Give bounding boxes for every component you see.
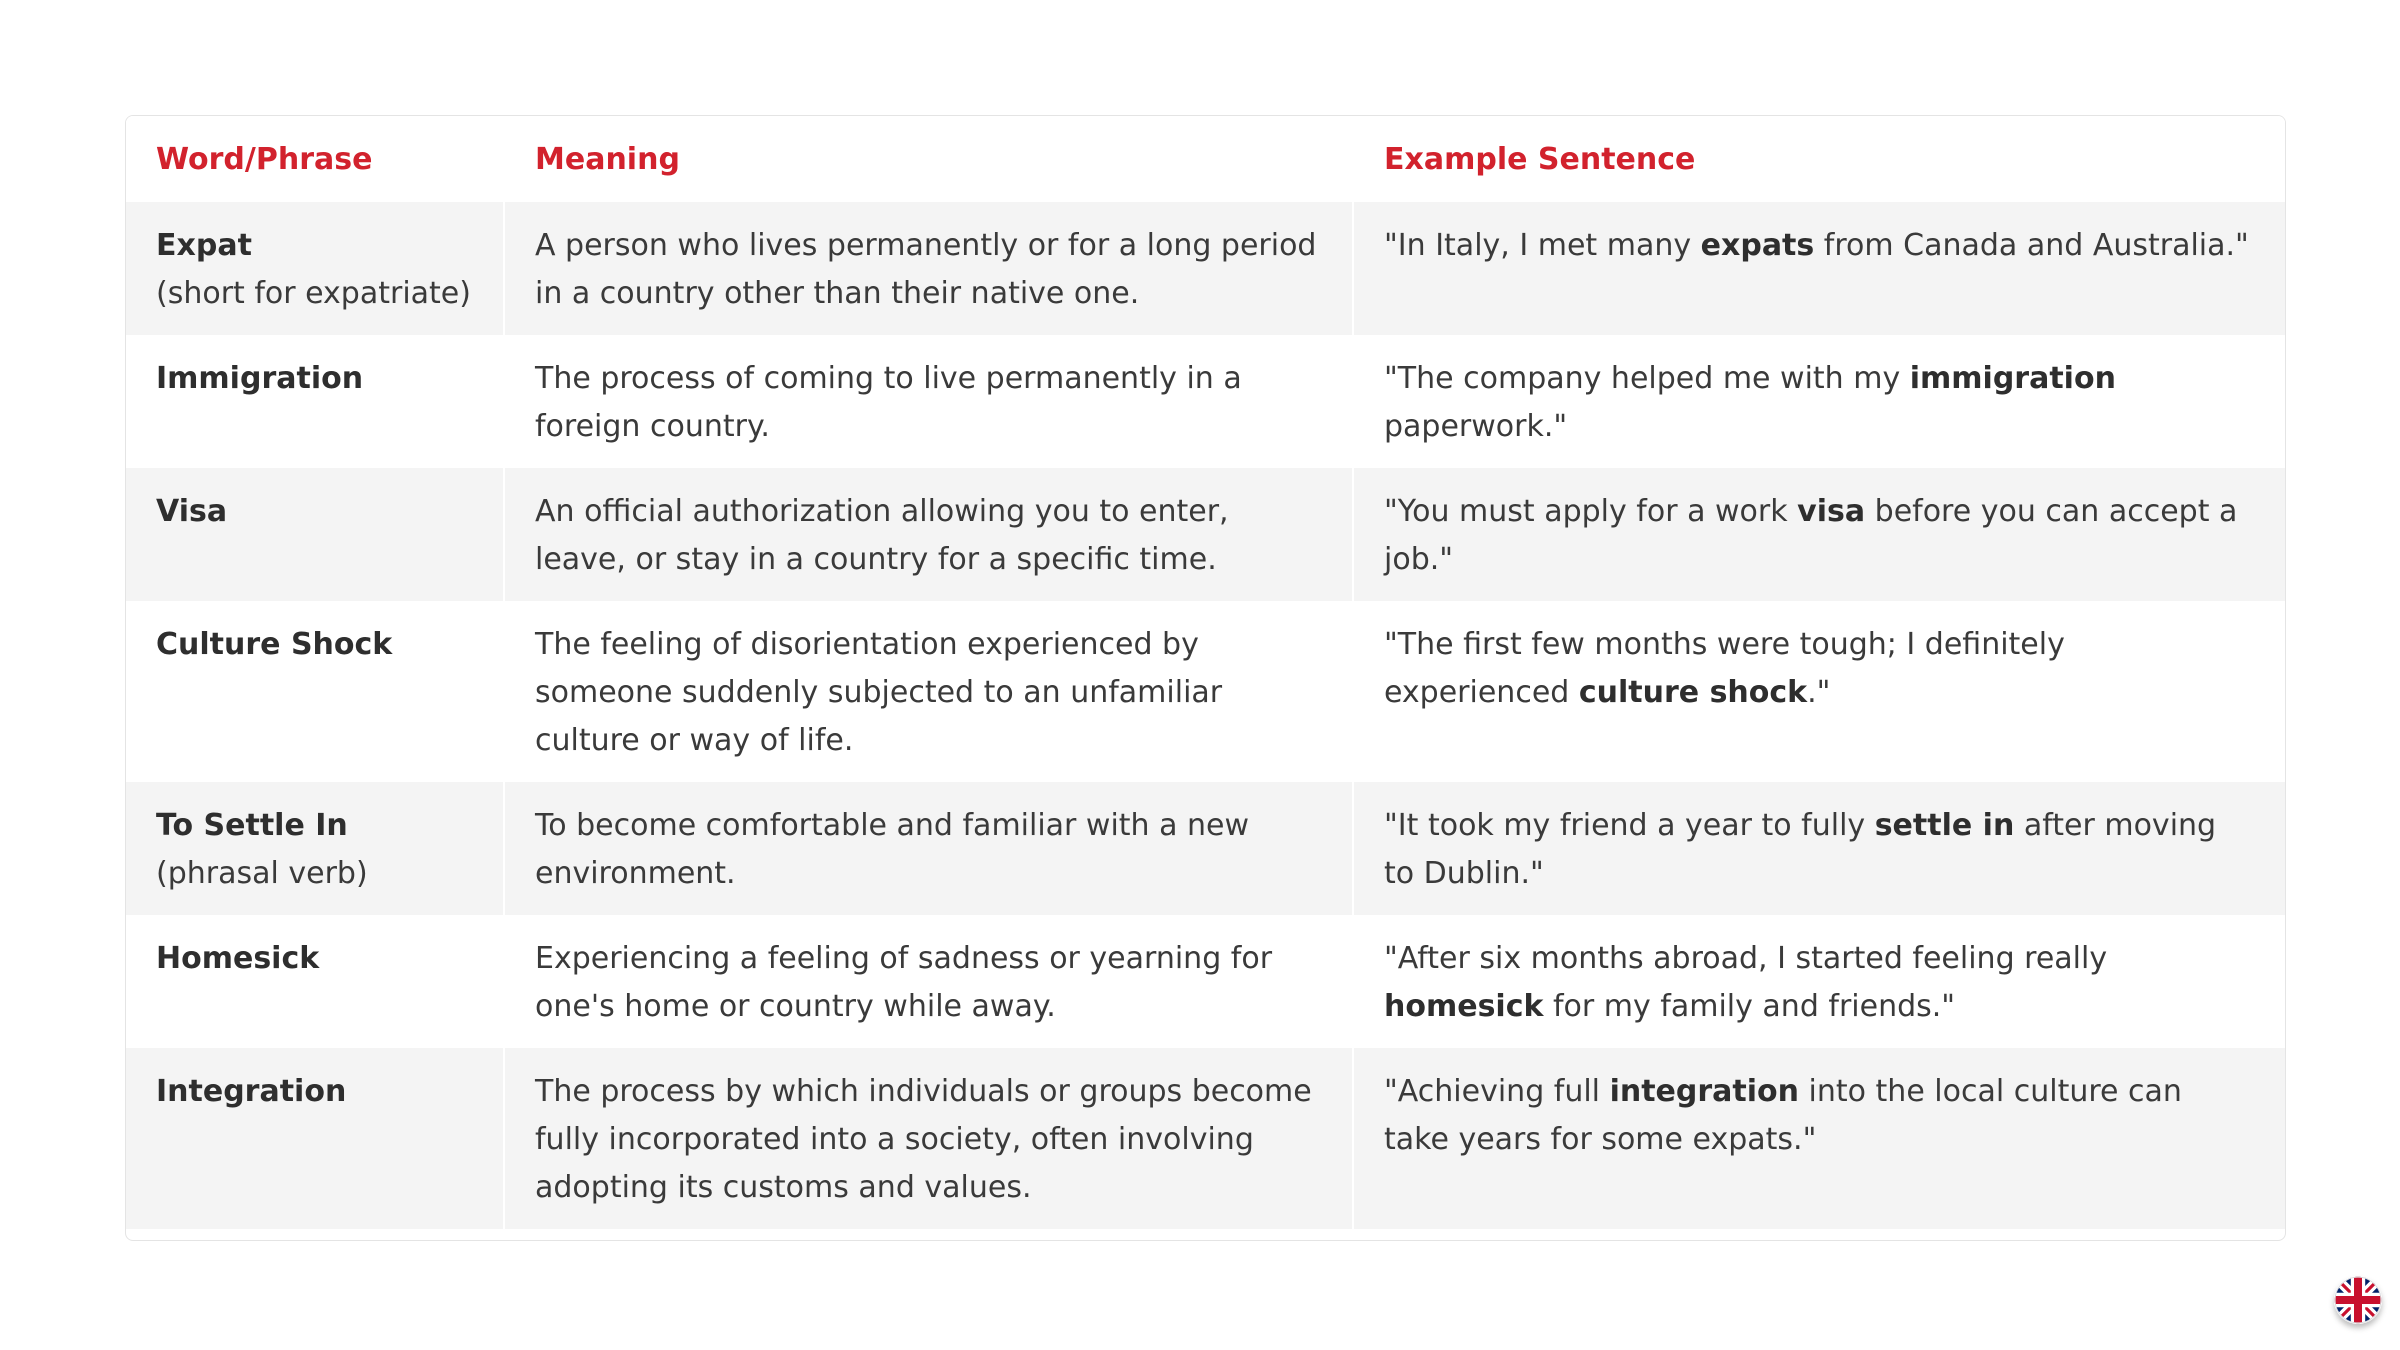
word-term: Immigration bbox=[156, 361, 364, 396]
word-note: (short for expatriate) bbox=[156, 276, 471, 311]
example-text: "It took my friend a year to fully bbox=[1384, 808, 1875, 843]
example-text: "Achieving full bbox=[1384, 1074, 1610, 1109]
table-row bbox=[126, 335, 2285, 468]
example-text: into the local culture can take years for some expats." bbox=[1384, 1074, 2182, 1157]
example-text: from Canada and Australia." bbox=[1814, 228, 2249, 263]
header-meaning: Meaning bbox=[504, 116, 1353, 202]
example-text: "You must apply for a work bbox=[1384, 494, 1798, 529]
word-note: (phrasal verb) bbox=[156, 856, 368, 891]
vocabulary-table bbox=[126, 116, 2285, 1229]
example-text: "The first few months were tough; I definitely experienced bbox=[1384, 627, 2065, 710]
example-keyword: settle in bbox=[1874, 808, 2015, 843]
table-row bbox=[126, 601, 2285, 782]
table-header-row bbox=[126, 116, 2285, 202]
example-cell bbox=[1353, 202, 2285, 335]
meaning-cell: To become comfortable and familiar with a new environment. bbox=[504, 782, 1353, 915]
meaning-cell: An official authorization allowing you to enter, leave, or stay in a country for a specific time. bbox=[504, 468, 1353, 601]
example-text: "The company helped me with my bbox=[1384, 361, 1910, 396]
example-text: ." bbox=[1807, 675, 1831, 710]
example-cell bbox=[1353, 915, 2285, 1048]
example-keyword: culture shock bbox=[1578, 675, 1808, 710]
uk-flag-icon bbox=[2334, 1276, 2382, 1324]
example-keyword: visa bbox=[1797, 494, 1866, 529]
word-cell bbox=[126, 468, 504, 601]
table-row bbox=[126, 915, 2285, 1048]
example-cell bbox=[1353, 468, 2285, 601]
table-row bbox=[126, 202, 2285, 335]
example-cell bbox=[1353, 335, 2285, 468]
word-term: Integration bbox=[156, 1074, 347, 1109]
meaning-cell: The feeling of disorientation experienced by someone suddenly subjected to an unfamiliar culture or way of life. bbox=[504, 601, 1353, 782]
word-term: Homesick bbox=[156, 941, 320, 976]
example-keyword: expats bbox=[1700, 228, 1815, 263]
table-row bbox=[126, 782, 2285, 915]
example-text: paperwork." bbox=[1384, 409, 1568, 444]
table-row bbox=[126, 1048, 2285, 1229]
meaning-cell: A person who lives permanently or for a long period in a country other than their native one. bbox=[504, 202, 1353, 335]
word-cell bbox=[126, 601, 504, 782]
word-cell bbox=[126, 335, 504, 468]
example-keyword: immigration bbox=[1909, 361, 2116, 396]
example-text: after moving to Dublin." bbox=[1384, 808, 2217, 891]
word-term: To Settle In bbox=[156, 808, 348, 843]
word-cell bbox=[126, 782, 504, 915]
example-keyword: integration bbox=[1609, 1074, 1799, 1109]
header-word-phrase: Word/Phrase bbox=[126, 116, 504, 202]
word-term: Expat bbox=[156, 228, 252, 263]
meaning-cell: Experiencing a feeling of sadness or yearning for one's home or country while away. bbox=[504, 915, 1353, 1048]
example-text: before you can accept a job." bbox=[1384, 494, 2238, 577]
word-cell bbox=[126, 915, 504, 1048]
example-cell bbox=[1353, 1048, 2285, 1229]
example-text: "In Italy, I met many bbox=[1384, 228, 1701, 263]
header-example-sentence: Example Sentence bbox=[1353, 116, 2285, 202]
word-cell bbox=[126, 1048, 504, 1229]
word-term: Visa bbox=[156, 494, 228, 529]
example-cell bbox=[1353, 782, 2285, 915]
vocabulary-table-card bbox=[125, 115, 2286, 1241]
example-cell bbox=[1353, 601, 2285, 782]
example-text: for my family and friends." bbox=[1543, 989, 1956, 1024]
word-term: Culture Shock bbox=[156, 627, 393, 662]
example-text: "After six months abroad, I started feeling really bbox=[1384, 941, 2108, 976]
word-cell bbox=[126, 202, 504, 335]
meaning-cell: The process of coming to live permanently in a foreign country. bbox=[504, 335, 1353, 468]
example-keyword: homesick bbox=[1384, 989, 1544, 1024]
meaning-cell: The process by which individuals or groups become fully incorporated into a society, often involving adopting its customs and values. bbox=[504, 1048, 1353, 1229]
table-row bbox=[126, 468, 2285, 601]
